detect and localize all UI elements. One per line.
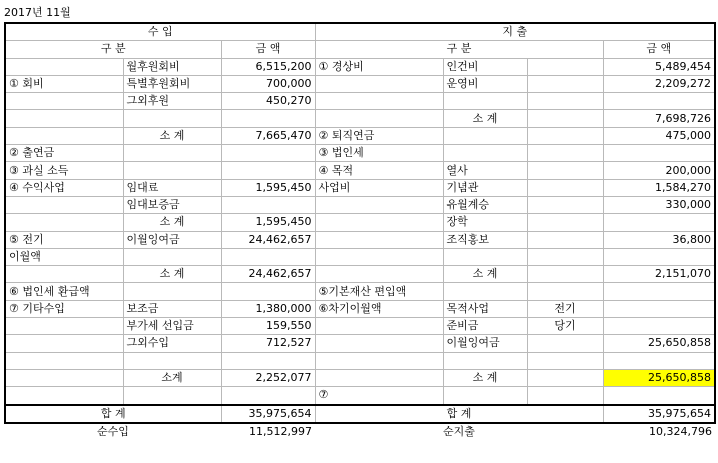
table-row (5, 127, 715, 144)
table-cell[interactable] (221, 145, 315, 162)
table-cell[interactable] (5, 318, 123, 335)
table-cell[interactable] (443, 127, 527, 144)
table-cell[interactable]: 36,800 (603, 231, 715, 248)
table-cell[interactable]: 소계 (123, 369, 221, 386)
table-cell[interactable] (527, 335, 603, 352)
table-cell[interactable]: 보조금 (123, 300, 221, 317)
table-cell[interactable] (527, 283, 603, 300)
table-cell[interactable]: 25,650,858 (603, 335, 715, 352)
table-cell[interactable]: 부가세 선입금 (123, 318, 221, 335)
table-cell[interactable] (603, 300, 715, 317)
table-cell[interactable]: 그외후원 (123, 93, 221, 110)
table-cell[interactable]: 200,000 (603, 162, 715, 179)
table-cell[interactable]: 열사 (443, 162, 527, 179)
table-cell[interactable]: 2,252,077 (221, 369, 315, 386)
table-cell[interactable]: 2,209,272 (603, 75, 715, 92)
table-cell[interactable] (603, 214, 715, 231)
table-cell[interactable] (315, 75, 443, 92)
table-cell[interactable] (443, 283, 527, 300)
table-cell[interactable] (5, 387, 123, 405)
table-cell[interactable]: 24,462,657 (221, 231, 315, 248)
table-cell[interactable] (123, 248, 221, 265)
table-cell[interactable]: 이월잉여금 (443, 335, 527, 352)
table-cell[interactable]: 운영비 (443, 75, 527, 92)
table-row (5, 58, 715, 75)
table-cell[interactable] (527, 387, 603, 405)
table-row (5, 266, 715, 283)
table-cell[interactable]: 기념관 (443, 179, 527, 196)
table-cell[interactable] (315, 335, 443, 352)
table-cell[interactable]: 7,698,726 (603, 110, 715, 127)
table-cell[interactable] (315, 196, 443, 213)
table-cell[interactable] (603, 93, 715, 110)
table-cell[interactable]: ① 회비 (5, 75, 123, 92)
table-cell[interactable] (5, 110, 123, 127)
table-cell[interactable]: 조직홍보 (443, 231, 527, 248)
table-cell[interactable] (221, 162, 315, 179)
income-total-value[interactable]: 35,975,654 (221, 405, 315, 423)
net-income-label[interactable]: 순수입 (5, 423, 221, 440)
table-cell[interactable] (443, 352, 527, 369)
table-cell[interactable] (123, 110, 221, 127)
table-row (5, 231, 715, 248)
table-cell[interactable] (527, 145, 603, 162)
table-cell[interactable] (5, 214, 123, 231)
table-cell[interactable]: ② 퇴직연금 (315, 127, 443, 144)
table-cell[interactable] (5, 335, 123, 352)
table-cell[interactable]: 475,000 (603, 127, 715, 144)
income-amount-header[interactable]: 금 액 (221, 41, 315, 58)
table-cell[interactable] (123, 145, 221, 162)
table-cell[interactable]: 330,000 (603, 196, 715, 213)
table-cell[interactable] (123, 162, 221, 179)
table-cell[interactable] (123, 387, 221, 405)
table-cell[interactable]: ③ 법인세 (315, 145, 443, 162)
table-cell[interactable] (5, 352, 123, 369)
table-row (5, 335, 715, 352)
table-cell[interactable]: ⑥ 법인세 환급액 (5, 283, 123, 300)
table-body (5, 58, 715, 404)
table-cell[interactable]: 159,550 (221, 318, 315, 335)
table-cell[interactable]: 712,527 (221, 335, 315, 352)
table-cell[interactable] (527, 75, 603, 92)
table-cell[interactable] (527, 266, 603, 283)
table-cell[interactable] (221, 352, 315, 369)
table-row (5, 75, 715, 92)
table-cell[interactable] (315, 266, 443, 283)
table-cell[interactable]: 사업비 (315, 179, 443, 196)
table-cell[interactable]: 임대료 (123, 179, 221, 196)
table-cell[interactable] (603, 387, 715, 405)
table-row (5, 248, 715, 265)
table-cell[interactable]: ① 경상비 (315, 58, 443, 75)
table-cell[interactable] (315, 369, 443, 386)
net-income-value[interactable]: 11,512,997 (221, 423, 315, 440)
table-cell[interactable]: 450,270 (221, 93, 315, 110)
income-category-header[interactable]: 구 분 (5, 41, 221, 58)
table-cell[interactable]: ④ 수익사업 (5, 179, 123, 196)
table-cell[interactable]: ⑥차기이월액 (315, 300, 443, 317)
table-cell[interactable]: 소 계 (123, 214, 221, 231)
table-row (5, 179, 715, 196)
table-cell[interactable] (221, 196, 315, 213)
table-cell[interactable]: 1,595,450 (221, 179, 315, 196)
table-cell[interactable] (443, 93, 527, 110)
table-cell[interactable]: 1,380,000 (221, 300, 315, 317)
table-row (5, 214, 715, 231)
table-cell[interactable]: ⑤ 전기 (5, 231, 123, 248)
expense-total-label[interactable]: 합 계 (315, 405, 603, 423)
table-cell[interactable] (527, 179, 603, 196)
table-cell[interactable] (527, 231, 603, 248)
table-cell[interactable] (221, 248, 315, 265)
table-cell[interactable]: 소 계 (443, 369, 527, 386)
table-row (5, 283, 715, 300)
table-cell[interactable] (527, 196, 603, 213)
table-cell[interactable]: 장학 (443, 214, 527, 231)
table-cell[interactable] (315, 231, 443, 248)
table-cell[interactable]: 6,515,200 (221, 58, 315, 75)
table-cell[interactable] (221, 283, 315, 300)
table-cell[interactable]: 특별후원회비 (123, 75, 221, 92)
table-cell[interactable]: 목적사업 (443, 300, 527, 317)
table-cell[interactable]: 1,584,270 (603, 179, 715, 196)
table-cell[interactable] (527, 93, 603, 110)
income-header[interactable]: 수 입 (5, 23, 315, 41)
table-row (5, 318, 715, 335)
table-cell[interactable] (123, 352, 221, 369)
table-cell[interactable]: ③ 과실 소득 (5, 162, 123, 179)
table-cell[interactable]: 7,665,470 (221, 127, 315, 144)
table-cell[interactable]: ④ 목적 (315, 162, 443, 179)
table-cell[interactable]: 그외수입 (123, 335, 221, 352)
table-cell[interactable]: 이월잉여금 (123, 231, 221, 248)
table-cell[interactable]: 당기 (527, 318, 603, 335)
net-expense-label[interactable]: 순지출 (315, 423, 603, 440)
table-cell[interactable] (527, 127, 603, 144)
table-cell[interactable]: ② 출연금 (5, 145, 123, 162)
table-row (5, 196, 715, 213)
table-cell[interactable] (315, 352, 443, 369)
table-cell[interactable] (315, 93, 443, 110)
table-row (5, 387, 715, 405)
table-row (5, 110, 715, 127)
table-cell[interactable]: 700,000 (221, 75, 315, 92)
table-cell[interactable] (443, 387, 527, 405)
table-cell[interactable] (527, 110, 603, 127)
table-cell[interactable]: 임대보증금 (123, 196, 221, 213)
net-expense-value[interactable]: 10,324,796 (603, 423, 715, 440)
table-cell[interactable]: 인건비 (443, 58, 527, 75)
table-cell[interactable] (315, 110, 443, 127)
table-cell[interactable] (527, 248, 603, 265)
table-cell[interactable] (527, 162, 603, 179)
table-cell[interactable] (5, 266, 123, 283)
expense-category-header[interactable]: 구 분 (315, 41, 603, 58)
table-row (5, 352, 715, 369)
table-cell[interactable]: 25,650,858 (603, 369, 715, 386)
table-cell[interactable] (221, 387, 315, 405)
table-cell[interactable] (5, 196, 123, 213)
table-cell[interactable] (527, 214, 603, 231)
table-row (5, 369, 715, 386)
table-cell[interactable] (603, 283, 715, 300)
table-cell[interactable] (5, 369, 123, 386)
table-cell[interactable] (603, 352, 715, 369)
table-cell[interactable]: 월후원회비 (123, 58, 221, 75)
table-row (5, 93, 715, 110)
expense-header[interactable]: 지 출 (315, 23, 715, 41)
table-cell[interactable]: 1,595,450 (221, 214, 315, 231)
table-cell[interactable] (315, 214, 443, 231)
table-cell[interactable] (603, 318, 715, 335)
table-cell[interactable] (123, 283, 221, 300)
table-cell[interactable]: 소 계 (123, 266, 221, 283)
table-cell[interactable]: ⑦ (315, 387, 443, 405)
table-cell[interactable] (315, 318, 443, 335)
table-row (5, 162, 715, 179)
budget-table (4, 22, 716, 440)
table-cell[interactable]: 5,489,454 (603, 58, 715, 75)
table-cell[interactable]: ⑤기본재산 편입액 (315, 283, 443, 300)
table-cell[interactable] (5, 93, 123, 110)
table-cell[interactable] (315, 248, 443, 265)
table-cell[interactable] (527, 58, 603, 75)
table-cell[interactable] (443, 145, 527, 162)
table-cell[interactable] (5, 127, 123, 144)
table-cell[interactable]: 소 계 (443, 266, 527, 283)
table-cell[interactable] (221, 110, 315, 127)
table-cell[interactable]: 소 계 (443, 110, 527, 127)
table-cell[interactable] (527, 369, 603, 386)
table-row (5, 145, 715, 162)
table-cell[interactable] (603, 248, 715, 265)
table-cell[interactable]: 2,151,070 (603, 266, 715, 283)
table-cell[interactable] (5, 58, 123, 75)
table-cell[interactable]: 소 계 (123, 127, 221, 144)
expense-amount-header[interactable]: 금 액 (603, 41, 715, 58)
table-cell[interactable]: 이월액 (5, 248, 123, 265)
table-cell[interactable]: ⑦ 기타수입 (5, 300, 123, 317)
expense-total-value[interactable]: 35,975,654 (603, 405, 715, 423)
income-total-label[interactable]: 합 계 (5, 405, 221, 423)
table-row (5, 300, 715, 317)
table-cell[interactable]: 24,462,657 (221, 266, 315, 283)
table-cell[interactable]: 준비금 (443, 318, 527, 335)
table-cell[interactable]: 전기 (527, 300, 603, 317)
table-cell[interactable] (527, 352, 603, 369)
table-cell[interactable]: 유월계승 (443, 196, 527, 213)
table-cell[interactable] (603, 145, 715, 162)
sheet-title[interactable]: 2017년 11월 (4, 6, 71, 19)
table-cell[interactable] (443, 248, 527, 265)
